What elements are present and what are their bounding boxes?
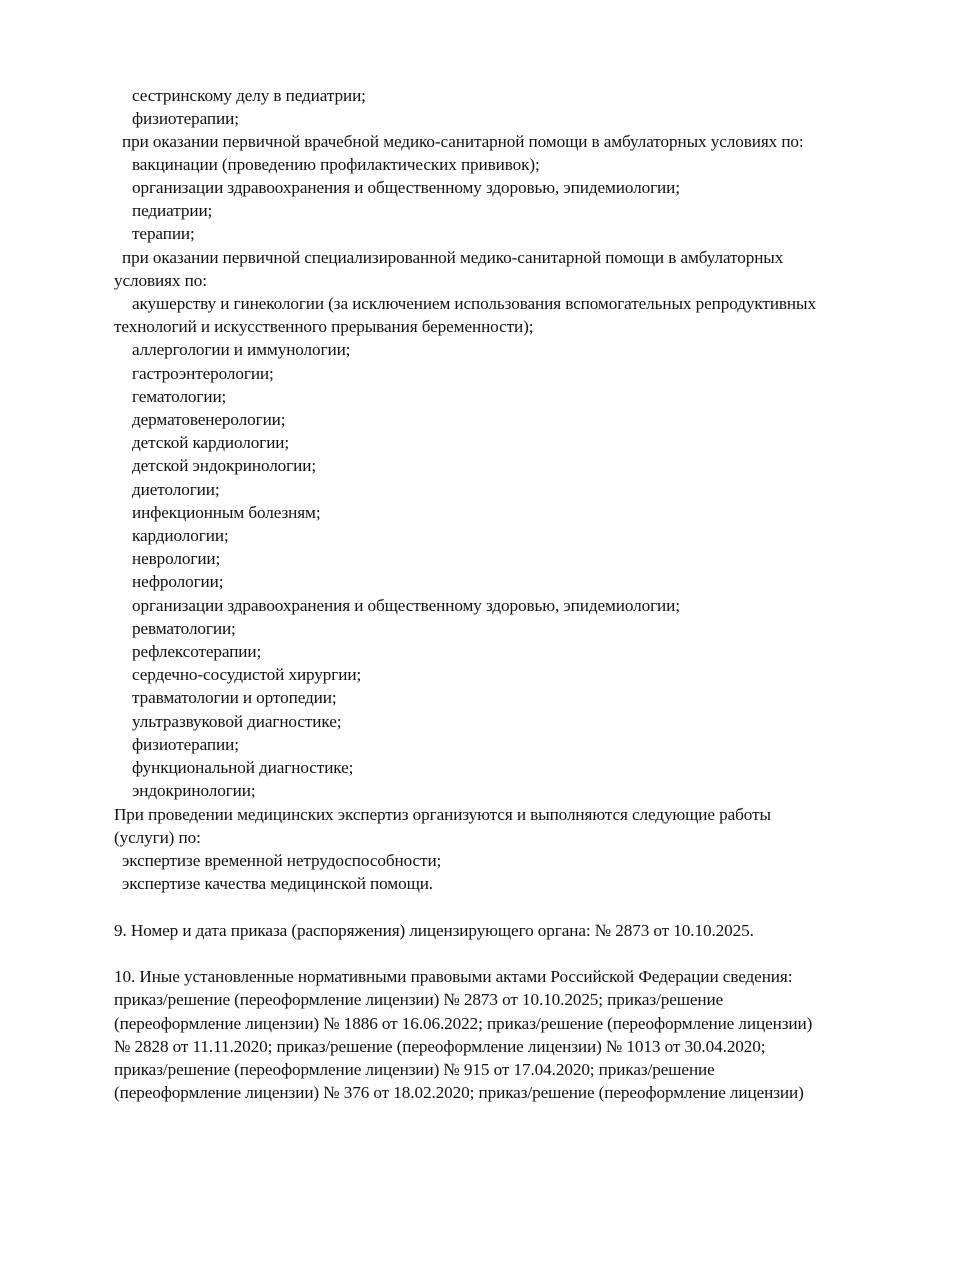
list-item: вакцинации (проведению профилактических прививок);: [132, 155, 540, 174]
section-10-line: (переоформление лицензии) № 1886 от 16.06.2022; приказ/решение (переоформление лицензии): [114, 1014, 813, 1033]
list-item: сердечно-сосудистой хирургии;: [132, 665, 362, 684]
subsection-heading: при оказании первичной специализированной медико-санитарной помощи в амбулаторных: [122, 248, 784, 267]
list-item: дерматовенерологии;: [132, 410, 286, 429]
list-item: диетологии;: [132, 480, 220, 499]
list-item: терапии;: [132, 224, 195, 243]
list-item: ревматологии;: [132, 619, 236, 638]
section-10-line: (переоформление лицензии) № 376 от 18.02.2020; приказ/решение (переоформление лицензии): [114, 1083, 804, 1102]
list-item: экспертизе качества медицинской помощи.: [122, 874, 434, 893]
list-item: аллергологии и иммунологии;: [132, 340, 351, 359]
section-10-line: 10. Иные установленные нормативными правовыми актами Российской Федерации сведения:: [114, 967, 793, 986]
list-item: инфекционным болезням;: [132, 503, 321, 522]
list-item: гематологии;: [132, 387, 227, 406]
section-10-line: приказ/решение (переоформление лицензии) № 2873 от 10.10.2025; приказ/решение: [114, 990, 724, 1009]
list-item: физиотерапии;: [132, 735, 239, 754]
list-item: детской эндокринологии;: [132, 456, 317, 475]
list-item: неврологии;: [132, 549, 221, 568]
list-item: рефлексотерапии;: [132, 642, 262, 661]
paragraph-cont: (услуги) по:: [114, 828, 201, 847]
list-item: ультразвуковой диагностике;: [132, 712, 342, 731]
paragraph: При проведении медицинских экспертиз организуются и выполняются следующие работы: [114, 805, 771, 824]
list-item: эндокринологии;: [132, 781, 256, 800]
list-item: гастроэнтерологии;: [132, 364, 274, 383]
list-item: функциональной диагностике;: [132, 758, 354, 777]
list-item: организации здравоохранения и общественному здоровью, эпидемиологии;: [132, 596, 680, 615]
list-item: нефрологии;: [132, 572, 224, 591]
list-item: сестринскому делу в педиатрии;: [132, 86, 366, 105]
list-item: акушерству и гинекологии (за исключением использования вспомогательных репродуктивных: [132, 294, 816, 313]
section-9: 9. Номер и дата приказа (распоряжения) лицензирующего органа: № 2873 от 10.10.2025.: [114, 921, 754, 940]
list-item: травматологии и ортопедии;: [132, 688, 337, 707]
list-item: детской кардиологии;: [132, 433, 290, 452]
list-item: педиатрии;: [132, 201, 213, 220]
subsection-heading-cont: условиях по:: [114, 271, 207, 290]
list-item: организации здравоохранения и общественному здоровью, эпидемиологии;: [132, 178, 680, 197]
list-item: экспертизе временной нетрудоспособности;: [122, 851, 442, 870]
list-item: физиотерапии;: [132, 109, 239, 128]
section-10-line: приказ/решение (переоформление лицензии) № 915 от 17.04.2020; приказ/решение: [114, 1060, 715, 1079]
list-item-cont: технологий и искусственного прерывания беременности);: [114, 317, 534, 336]
list-item: кардиологии;: [132, 526, 229, 545]
subsection-heading: при оказании первичной врачебной медико-санитарной помощи в амбулаторных условиях по:: [122, 132, 804, 151]
section-10-line: № 2828 от 11.11.2020; приказ/решение (переоформление лицензии) № 1013 от 30.04.2020;: [114, 1037, 766, 1056]
